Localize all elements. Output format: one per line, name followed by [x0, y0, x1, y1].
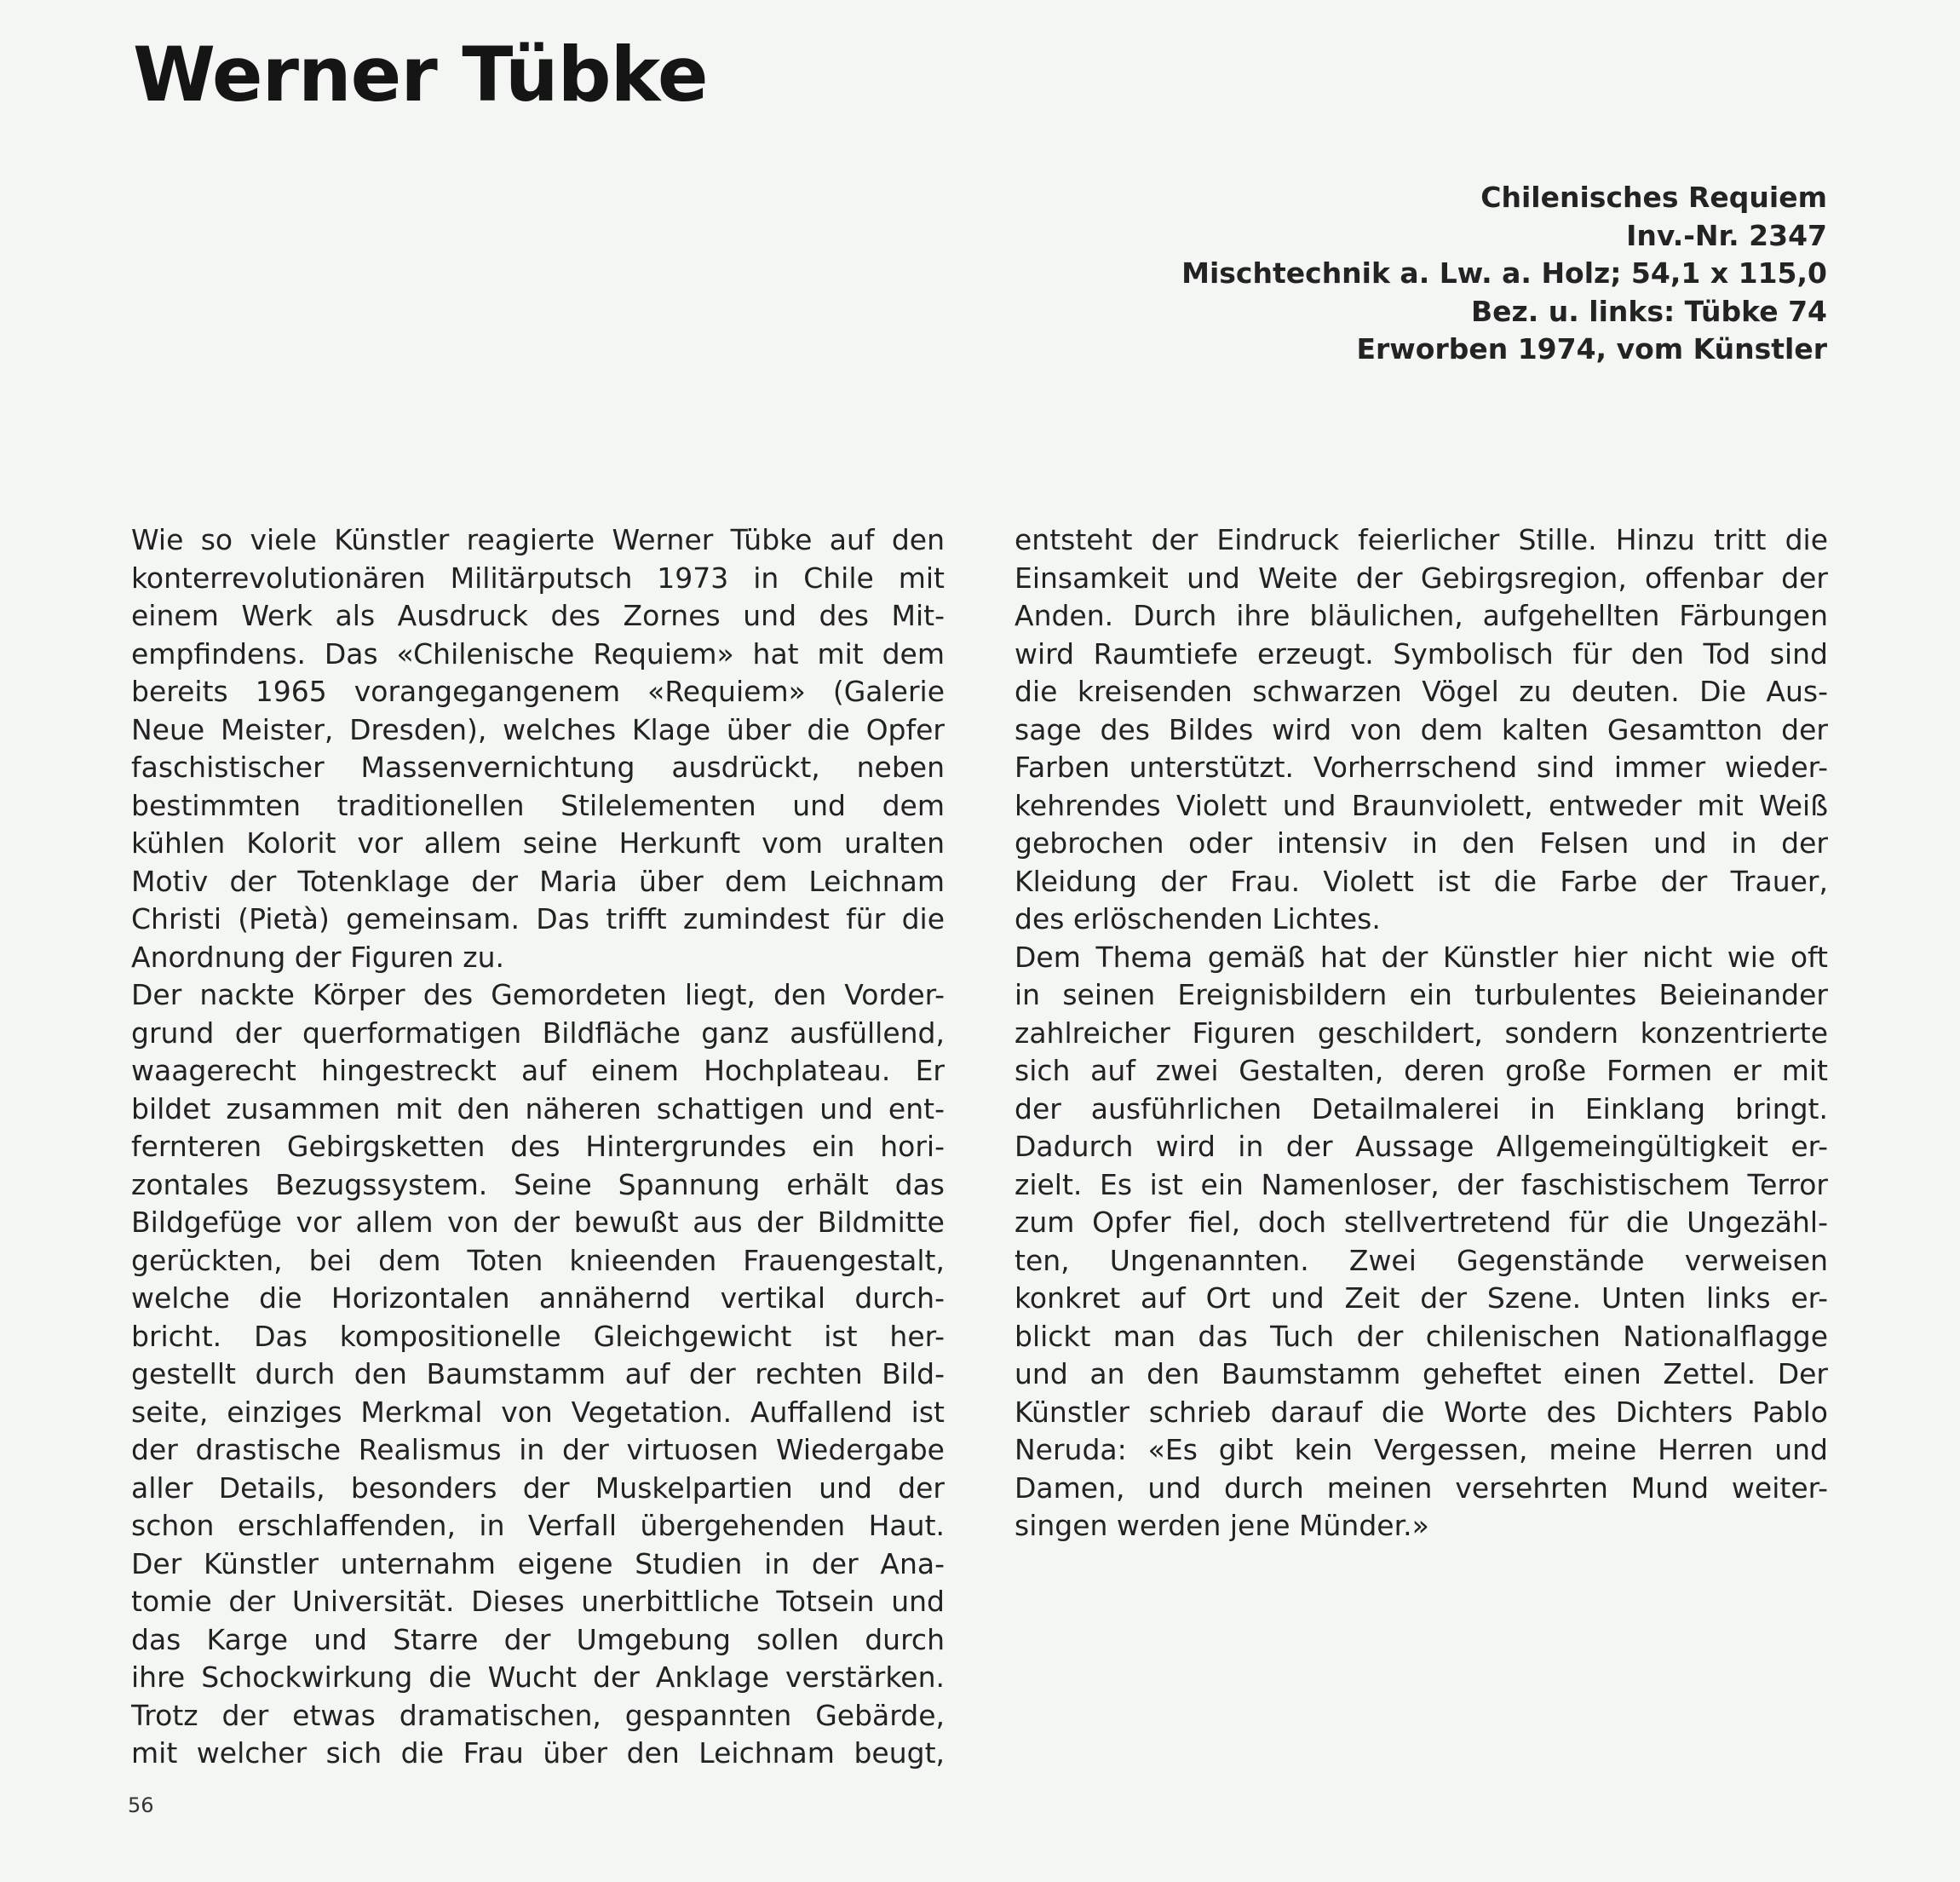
text-line: sage des Bildes wird von dem kalten Gesamtton der [1014, 712, 1828, 746]
text-line: bricht. Das kompositionelle Gleichgewicht ist her- [131, 1319, 945, 1353]
text-line: faschistischer Massenvernichtung ausdrückt, neben [131, 751, 945, 784]
text-line: grund der querformatigen Bildfläche ganz ausfüllend, [131, 1016, 945, 1050]
artwork-details [1060, 179, 1827, 369]
text-line: Künstler schrieb darauf die Worte des Dichters Pablo [1014, 1395, 1828, 1429]
text-line: gebrochen oder intensiv in den Felsen und in der [1014, 826, 1828, 860]
text-line: Damen, und durch meinen versehrten Mund weiter- [1014, 1470, 1828, 1505]
text-line: Einsamkeit und Weite der Gebirgsregion, offenbar der [1014, 561, 1828, 595]
text-line: sich auf zwei Gestalten, deren große Formen er mit [1014, 1054, 1828, 1087]
text-line: die kreisenden schwarzen Vögel zu deuten. Die Aus- [1014, 675, 1828, 708]
text-line: Kleidung der Frau. Violett ist die Farbe der Trauer, [1014, 864, 1828, 898]
text-line: bestimmten traditionellen Stilelementen und dem [131, 788, 945, 822]
text-line: konkret auf Ort und Zeit der Szene. Unten links er- [1014, 1281, 1828, 1315]
text-line: konterrevolutionären Militärputsch 1973 in Chile mit [131, 561, 945, 595]
right-text-column [1014, 521, 1828, 1545]
text-line: bereits 1965 vorangegangenem «Requiem» (Galerie [131, 675, 945, 708]
technique-dimensions: Mischtechnik a. Lw. a. Holz; 54,1 x 115,0 [1181, 256, 1827, 290]
text-line: kühlen Kolorit vor allem seine Herkunft vom uralten [131, 826, 945, 860]
text-line: blickt man das Tuch der chilenischen Nationalflagge [1014, 1319, 1828, 1353]
text-line: tomie der Universität. Dieses unerbittliche Totsein und [131, 1585, 945, 1618]
text-line: Bildgefüge vor allem von der bewußt aus der Bildmitte [131, 1206, 945, 1239]
text-line: und an den Baumstamm geheftet einen Zettel. Der [1014, 1357, 1828, 1390]
text-line: Wie so viele Künstler reagierte Werner Tübke auf den [131, 523, 945, 556]
text-line: Der nackte Körper des Gemordeten liegt, den Vorder- [131, 978, 945, 1011]
acquisition-note: Erworben 1974, vom Künstler [1356, 332, 1827, 365]
text-line: Motiv der Totenklage der Maria über dem Leichnam [131, 864, 945, 898]
text-line: bildet zusammen mit den näheren schattigen und ent- [131, 1091, 945, 1125]
page-title: Werner Tübke [133, 31, 708, 118]
text-line: Dem Thema gemäß hat der Künstler hier nicht wie oft [1014, 940, 1828, 974]
text-line: ihre Schockwirkung die Wucht der Anklage verstärken. [131, 1660, 945, 1694]
text-line: mit welcher sich die Frau über den Leichnam beugt, [131, 1736, 945, 1770]
text-line: Trotz der etwas dramatischen, gespannten Gebärde, [131, 1698, 945, 1732]
text-line: Dadurch wird in der Aussage Allgemeingültigkeit er- [1014, 1130, 1828, 1163]
text-line: empfindens. Das «Chilenische Requiem» hat mit dem [131, 636, 945, 670]
text-line: Der Künstler unternahm eigene Studien in der Ana- [131, 1546, 945, 1580]
text-line: in seinen Ereignisbildern ein turbulentes Beieinander [1014, 978, 1828, 1011]
text-line: ten, Ungenannten. Zwei Gegenstände verweisen [1014, 1243, 1828, 1277]
text-line: schon erschlaffenden, in Verfall übergehenden Haut. [131, 1509, 945, 1542]
text-line: aller Details, besonders der Muskelpartien und der [131, 1470, 945, 1505]
text-line: zielt. Es ist ein Namenloser, der faschistischem Terror [1014, 1167, 1828, 1201]
text-line: Anden. Durch ihre bläulichen, aufgehellten Färbungen [1014, 599, 1828, 632]
text-line: entsteht der Eindruck feierlicher Stille. Hinzu tritt die [1014, 523, 1828, 556]
text-line: Farben unterstützt. Vorherrschend sind immer wieder- [1014, 751, 1828, 784]
text-line: zum Opfer fiel, doch stellvertretend für die Ungezähl- [1014, 1206, 1828, 1239]
text-line: fernteren Gebirgsketten des Hintergrundes ein hori- [131, 1130, 945, 1163]
text-line: das Karge und Starre der Umgebung sollen durch [131, 1622, 945, 1656]
text-line: welche die Horizontalen annähernd vertikal durch- [131, 1281, 945, 1315]
text-line: wird Raumtiefe erzeugt. Symbolisch für den Tod sind [1014, 636, 1828, 670]
signature-note: Bez. u. links: Tübke 74 [1470, 294, 1827, 328]
text-line: gestellt durch den Baumstamm auf der rechten Bild- [131, 1357, 945, 1390]
text-line: Neue Meister, Dresden), welches Klage über die Opfer [131, 712, 945, 746]
text-line: kehrendes Violett und Braunviolett, entweder mit Weiß [1014, 788, 1828, 822]
text-line: einem Werk als Ausdruck des Zornes und des Mit- [131, 599, 945, 632]
text-line: gerückten, bei dem Toten knieenden Frauengestalt, [131, 1243, 945, 1277]
text-line: seite, einziges Merkmal von Vegetation. Auffallend ist [131, 1395, 945, 1429]
text-line: Neruda: «Es gibt kein Vergessen, meine Herren und [1014, 1433, 1828, 1466]
artwork-title: Chilenisches Requiem [1480, 181, 1827, 214]
text-line: zahlreicher Figuren geschildert, sondern konzentrierte [1014, 1016, 1828, 1050]
text-line: des erlöschenden Lichtes. [1014, 902, 1381, 935]
page-number: 56 [128, 1793, 154, 1817]
text-line: waagerecht hingestreckt auf einem Hochplateau. Er [131, 1054, 945, 1087]
inventory-number: Inv.-Nr. 2347 [1626, 218, 1827, 252]
text-line: der drastische Realismus in der virtuosen Wiedergabe [131, 1433, 945, 1466]
text-line: Anordnung der Figuren zu. [131, 940, 504, 974]
text-line: der ausführlichen Detailmalerei in Einklang bringt. [1014, 1091, 1828, 1125]
left-text-column [131, 521, 945, 1773]
text-line: Christi (Pietà) gemeinsam. Das trifft zumindest für die [131, 902, 945, 935]
text-line: singen werden jene Münder.» [1014, 1509, 1429, 1542]
text-line: zontales Bezugssystem. Seine Spannung erhält das [131, 1167, 945, 1201]
